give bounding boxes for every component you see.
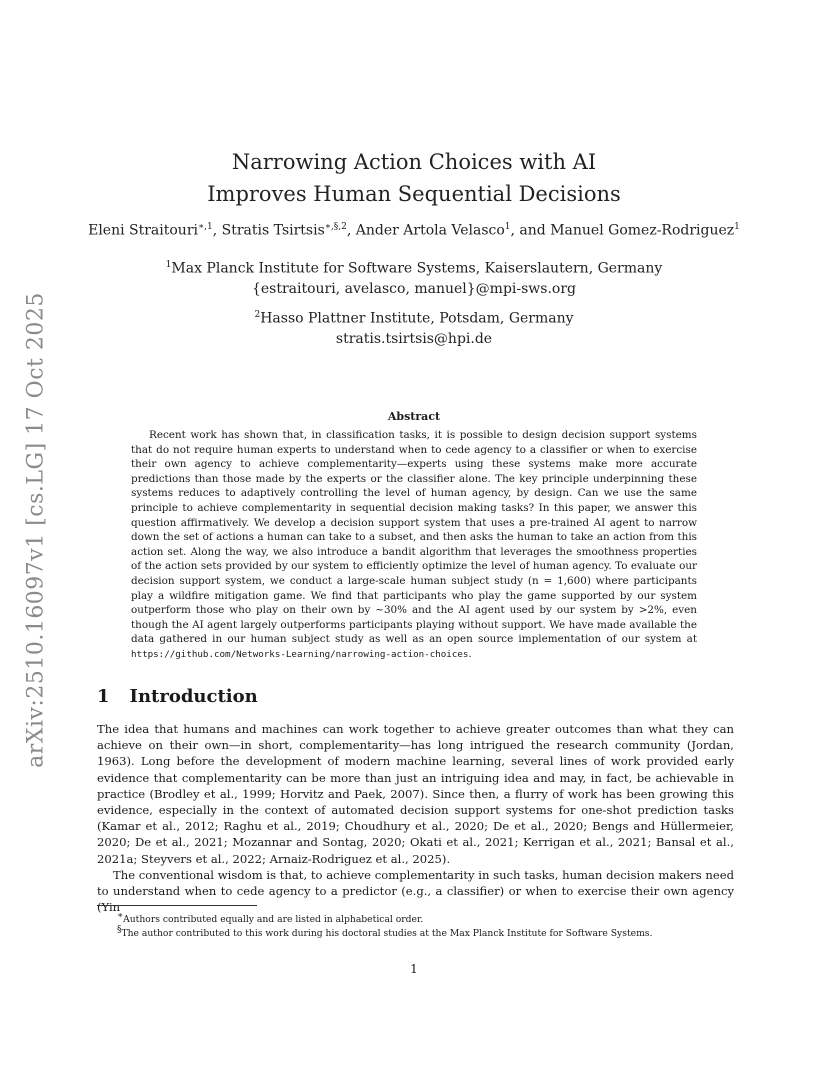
author-separator: , and (510, 222, 551, 239)
affiliation-2 (0, 305, 828, 349)
affiliation-mark: 1 (165, 260, 172, 270)
footnote-mark: § (117, 925, 122, 935)
author-name: Eleni Straitouri (88, 222, 198, 239)
affiliation-name: Hasso Plattner Institute, Potsdam, Germany (260, 310, 574, 327)
affiliation-email: {estraitouri, avelasco, manuel}@mpi-sws.org (251, 280, 577, 297)
author-name: Manuel Gomez-Rodriguez (550, 222, 735, 239)
author-list (0, 222, 828, 239)
affiliation-email: stratis.tsirtsis@hpi.de (335, 330, 493, 347)
paper-title (0, 146, 828, 210)
body-paragraph: The idea that humans and machines can work together to achieve greater outcomes than what they can achieve on their own—in short, complementarity—has long intrigued the research community (Jordan, 1963). Long before the development of modern machine learning, several lines of work provided early evidence that complementarity can be more than just an intriguing idea and may, in fact, be achievable in practice (Brodley et al., 1999; Horvitz and Paek, 2007). Since then, a flurry of work has been growing this evidence, especially in the context of automated decision support systems for one-shot prediction tasks (Kamar et al., 2012; Raghu et al., 2019; Choudhury et al., 2020; De et al., 2020; Bengs and Hüllermeier, 2020; De et al., 2021; Mozannar and Sontag, 2020; Okati et al., 2021; Kerrigan et al., 2021; Bansal et al., 2021a; Steyvers et al., 2022; Arnaiz-Rodriguez et al., 2025). (97, 722, 734, 866)
section-title: Introduction (129, 686, 258, 707)
section-number: 1 (97, 686, 110, 707)
section-body (97, 721, 734, 915)
author-name: Stratis Tsirtsis (221, 222, 325, 239)
author-marks: 1 (504, 222, 511, 232)
title-line-1: Narrowing Action Choices with AI (231, 150, 597, 174)
affiliation-1 (0, 255, 828, 299)
title-line-2: Improves Human Sequential Decisions (207, 182, 621, 206)
footnote-rule (97, 905, 257, 906)
author-name: Ander Artola Velasco (355, 222, 505, 239)
abstract-text: Recent work has shown that, in classification tasks, it is possible to design decision support systems that do not require human experts to understand when to cede agency to a classifier or when to exercise their own agency to achieve complementarity—experts using these systems make more accurate predictions than those made by the experts or the classifier alone. The key principle underpinning these systems reduces to adaptively controlling the level of human agency, by design. Can we use the same principle to achieve complementarity in sequential decision making tasks? In this paper, we answer this question affirmatively. We develop a decision support system that uses a pre-trained AI agent to narrow down the set of actions a human can take to a subset, and then asks the human to take an action from this action set. Along the way, we also introduce a bandit algorithm that leverages the smoothness properties of the action sets provided by our system to efficiently optimize the level of human agency. To evaluate our decision support system, we conduct a large-scale human subject study (n = 1,600) where participants play a wildfire mitigation game. We find that participants who play the game supported by our system outperform those who play on their own by ~30% and the AI agent used by our system by >2%, even though the AI agent largely outperforms participants playing without support. We have made available the data gathered in our human subject study as well as an open source implementation of our system at (131, 429, 697, 646)
footnote-text: The author contributed to this work during his doctoral studies at the Max Planck Institute for Software Systems. (121, 928, 653, 940)
author-marks: ∗,1 (198, 222, 213, 232)
section-heading (97, 686, 258, 707)
abstract-end: . (468, 647, 472, 660)
footnote-text: Authors contributed equally and are listed in alphabetical order. (123, 914, 424, 926)
author-separator: , (212, 222, 222, 239)
affiliation-name: Max Planck Institute for Software Systems, Kaiserslautern, Germany (171, 260, 663, 277)
author-separator: , (346, 222, 356, 239)
page-number: 1 (410, 962, 418, 976)
footnote (97, 924, 734, 940)
author-marks: 1 (734, 222, 740, 232)
footnote-mark: ∗ (117, 911, 124, 921)
code-link[interactable]: https://github.com/Networks-Learning/narrowing-action-choices (131, 648, 469, 660)
body-paragraph: The conventional wisdom is that, to achieve complementarity in such tasks, human decision makers need to understand when to cede agency to a predictor (e.g., a classifier) or when to exercise their own agency (Yin (97, 867, 734, 915)
abstract-heading: Abstract (387, 410, 441, 423)
affiliation-mark: 2 (254, 310, 261, 320)
author-marks: ∗,§,2 (324, 222, 347, 232)
arxiv-stamp: arXiv:2510.16097v1 [cs.LG] 17 Oct 2025 (23, 292, 49, 768)
abstract-body (131, 428, 697, 663)
